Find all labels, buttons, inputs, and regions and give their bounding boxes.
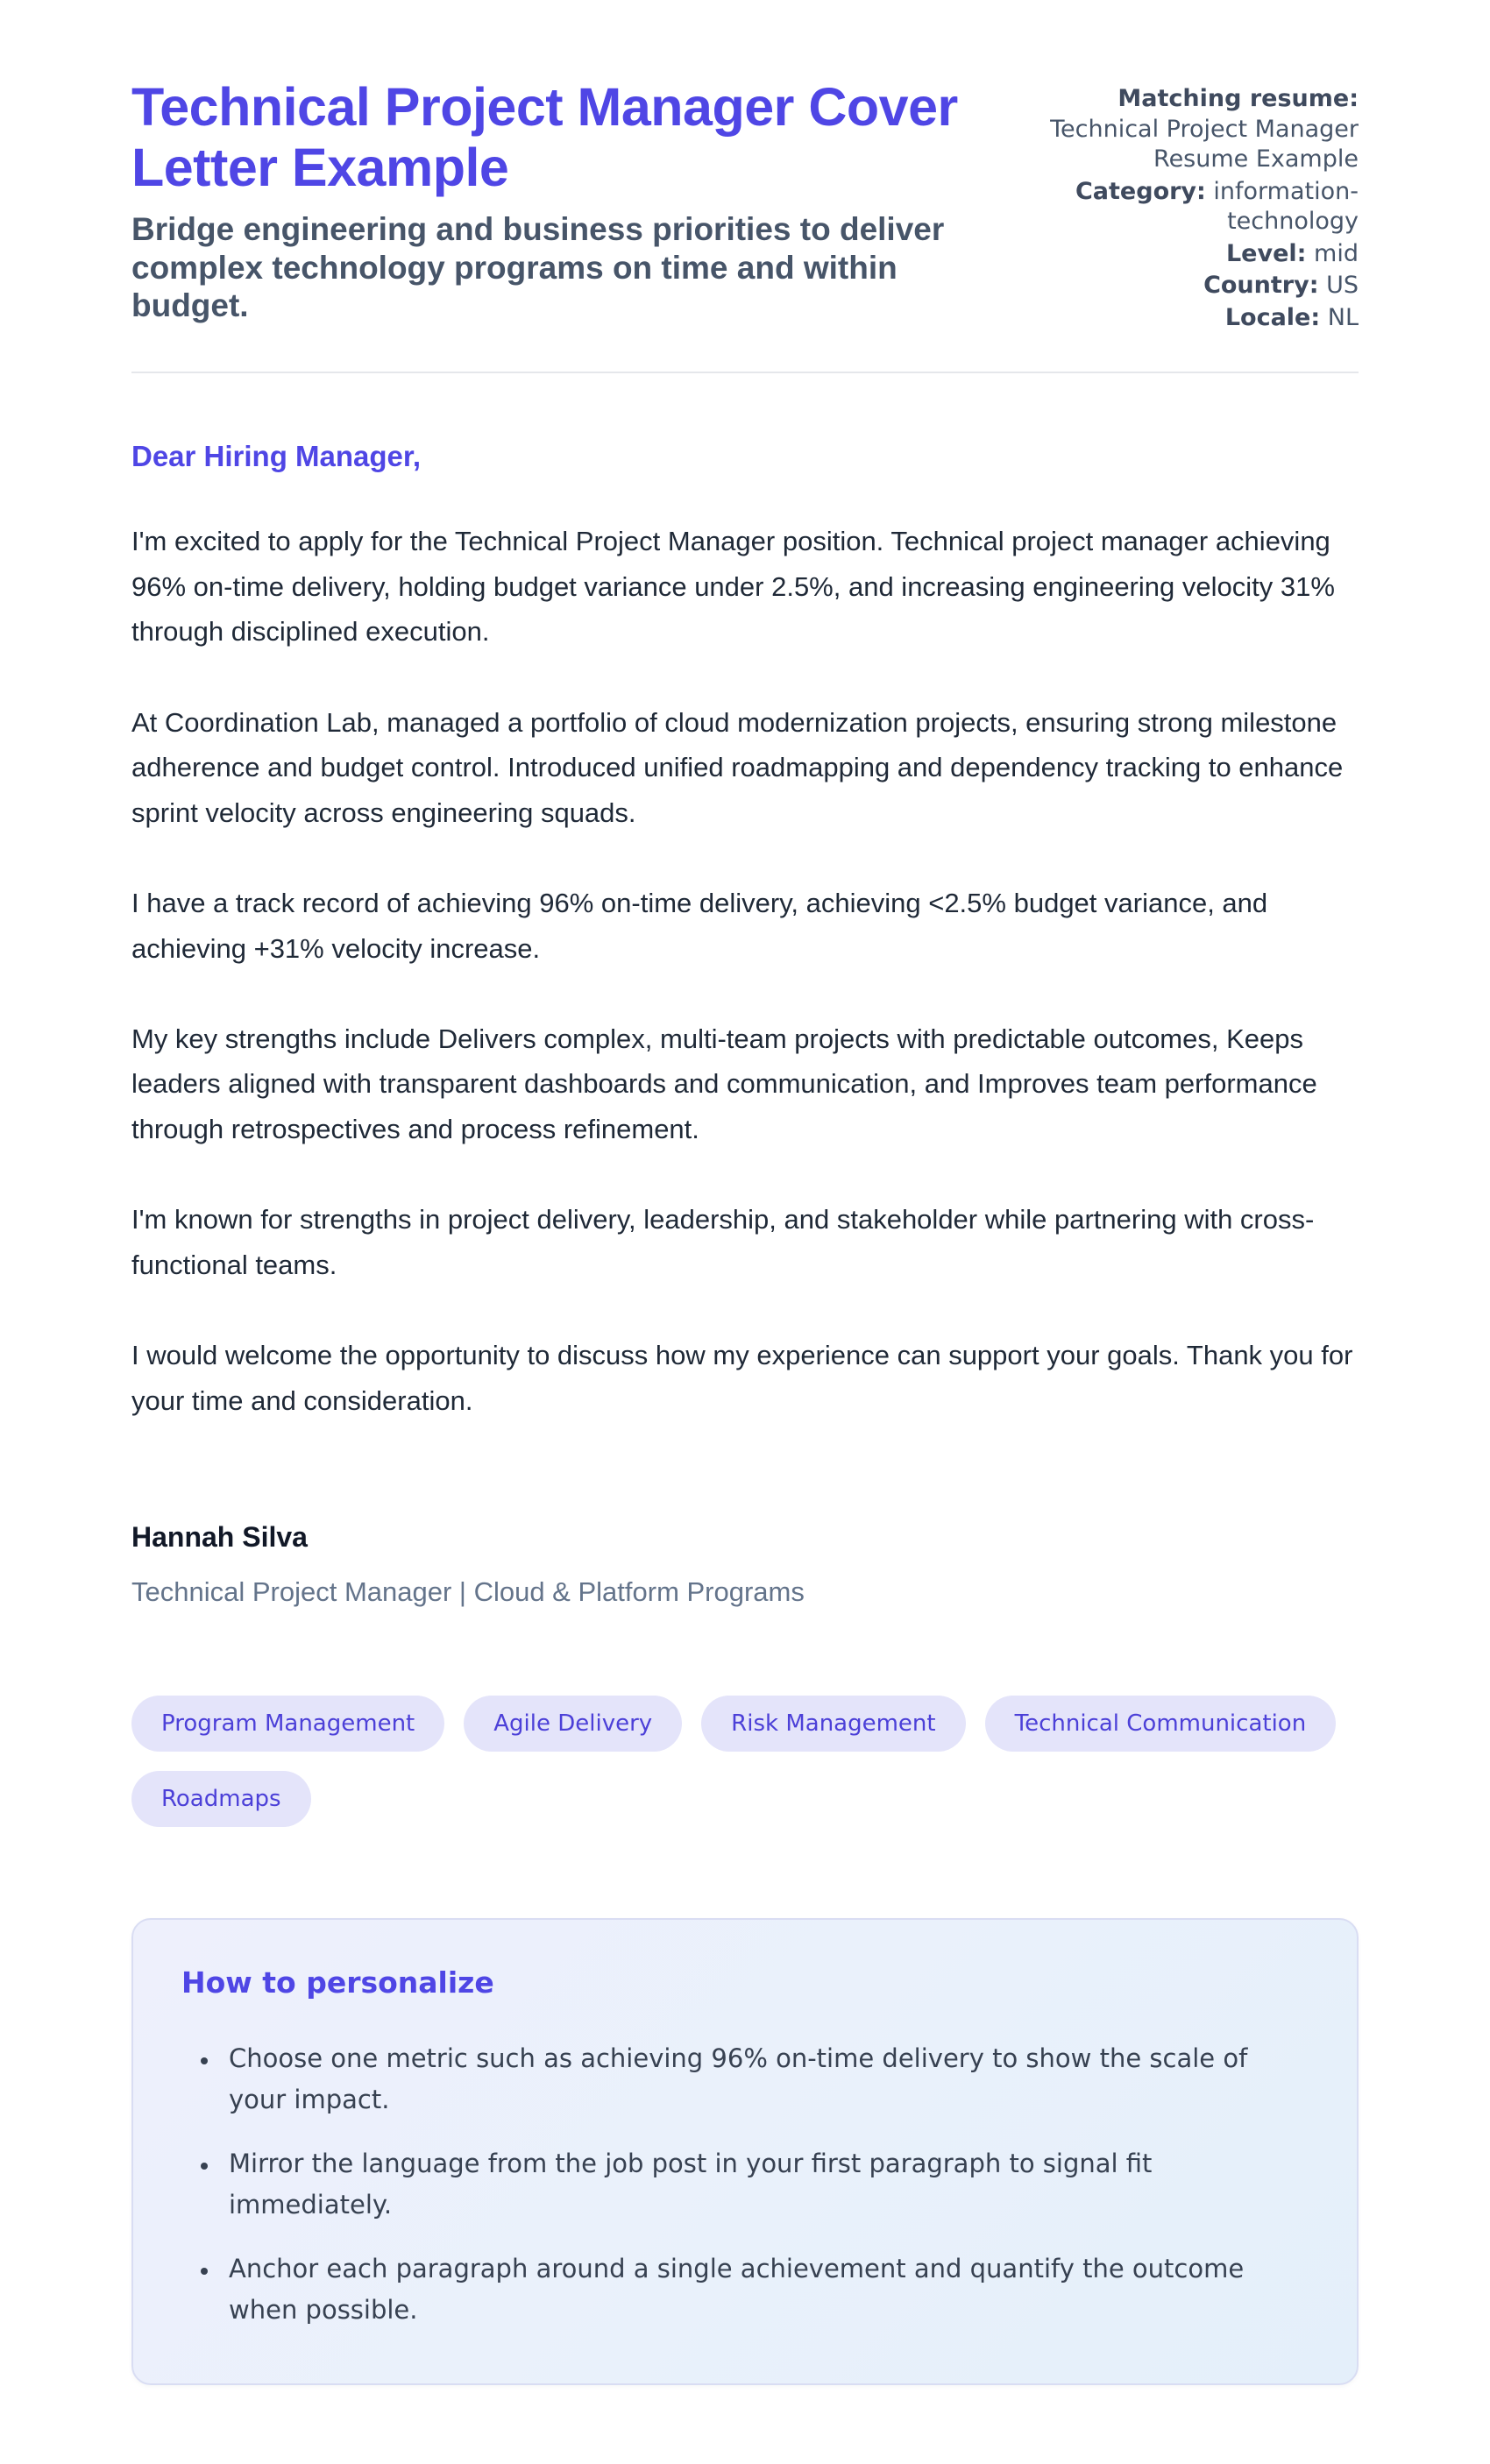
- meta-value-locale: NL: [1327, 303, 1359, 331]
- skill-tag-roadmaps: Roadmaps: [131, 1771, 311, 1827]
- letter-paragraph-closing: I would welcome the opportunity to discuss how my experience can support your goals. Thank you for your time and consideration.: [131, 1340, 1353, 1416]
- signature-role: Technical Project Manager | Cloud & Platform Programs: [131, 1576, 805, 1608]
- page-subtitle: Bridge engineering and business priorities to deliver complex technology programs on time and within budget.: [131, 210, 945, 324]
- meta-label-country: Country:: [1203, 272, 1319, 300]
- skill-tags: [131, 1696, 1359, 1827]
- meta-label-category: Category:: [1075, 177, 1206, 205]
- resume-meta: [983, 84, 1359, 335]
- meta-label-level: Level:: [1225, 239, 1307, 267]
- personalize-tip-metric: • Choose one metric such as achieving 96% on-time delivery to show the scale of your impact.: [220, 2038, 1272, 2121]
- page-title: Technical Project Manager Cover Letter Example: [131, 77, 958, 197]
- letter-paragraph-track-record: I have a track record of achieving 96% on-time delivery, achieving <2.5% budget variance, and achieving +31% velocity increase.: [131, 888, 1268, 964]
- personalize-tip-mirror-language: • Mirror the language from the job post in your first paragraph to signal fit immediately.: [220, 2143, 1272, 2226]
- meta-value-category: information-technology: [1213, 177, 1359, 236]
- meta-label-matching-resume: Matching resume:: [1118, 85, 1359, 112]
- meta-row-matching-resume: [983, 84, 1359, 175]
- signature-name: Hannah Silva: [131, 1521, 308, 1554]
- letter-paragraph-intro: I'm excited to apply for the Technical Project Manager position. Technical project manager achieving 96% on-time delivery, holding budget variance under 2.5%, and increasing engineering velocity 31% through disciplined execution.: [131, 526, 1335, 648]
- letter-paragraph-experience: At Coordination Lab, managed a portfolio of cloud modernization projects, ensuring strong milestone adherence and budget control. Introduced unified roadmapping and dependency tracking to enhance sprint velocity across engineering squads.: [131, 706, 1344, 828]
- cover-letter-header: [131, 77, 1359, 335]
- letter-paragraph-known-for: I'm known for strengths in project delivery, leadership, and stakeholder while partnering with cross-functional teams.: [131, 1204, 1315, 1280]
- personalize-heading: How to personalize: [181, 1965, 494, 2000]
- letter-body: [131, 440, 1359, 1608]
- meta-row-locale: [983, 303, 1359, 334]
- signature-block: [131, 1521, 1359, 1608]
- letter-paragraph-strengths: My key strengths include Delivers complex, multi-team projects with predictable outcomes, Keeps leaders aligned with transparent dashboards and communication, and Improves team performance through retrospectives and process refinement.: [131, 1023, 1317, 1144]
- meta-value-country: US: [1326, 272, 1359, 300]
- personalize-tip-anchor-achievement: • Anchor each paragraph around a single achievement and quantify the outcome when possible.: [220, 2248, 1272, 2331]
- header-title-block: [131, 77, 983, 325]
- header-divider: [131, 372, 1359, 373]
- salutation: Dear Hiring Manager,: [131, 440, 422, 473]
- matching-resume-link[interactable]: Technical Project Manager Resume Example: [1050, 115, 1359, 173]
- skill-tag-program-management: Program Management: [131, 1696, 444, 1752]
- skill-tag-technical-communication: Technical Communication: [985, 1696, 1337, 1752]
- meta-label-locale: Locale:: [1224, 303, 1321, 331]
- personalize-tips-list: [181, 2038, 1309, 2331]
- meta-row-country: [983, 271, 1359, 301]
- meta-row-level: [983, 239, 1359, 270]
- skill-tag-risk-management: Risk Management: [701, 1696, 965, 1752]
- meta-value-level: mid: [1314, 239, 1359, 267]
- skill-tag-agile-delivery: Agile Delivery: [464, 1696, 682, 1752]
- meta-row-category: [983, 177, 1359, 237]
- personalize-tips-box: [131, 1918, 1359, 2385]
